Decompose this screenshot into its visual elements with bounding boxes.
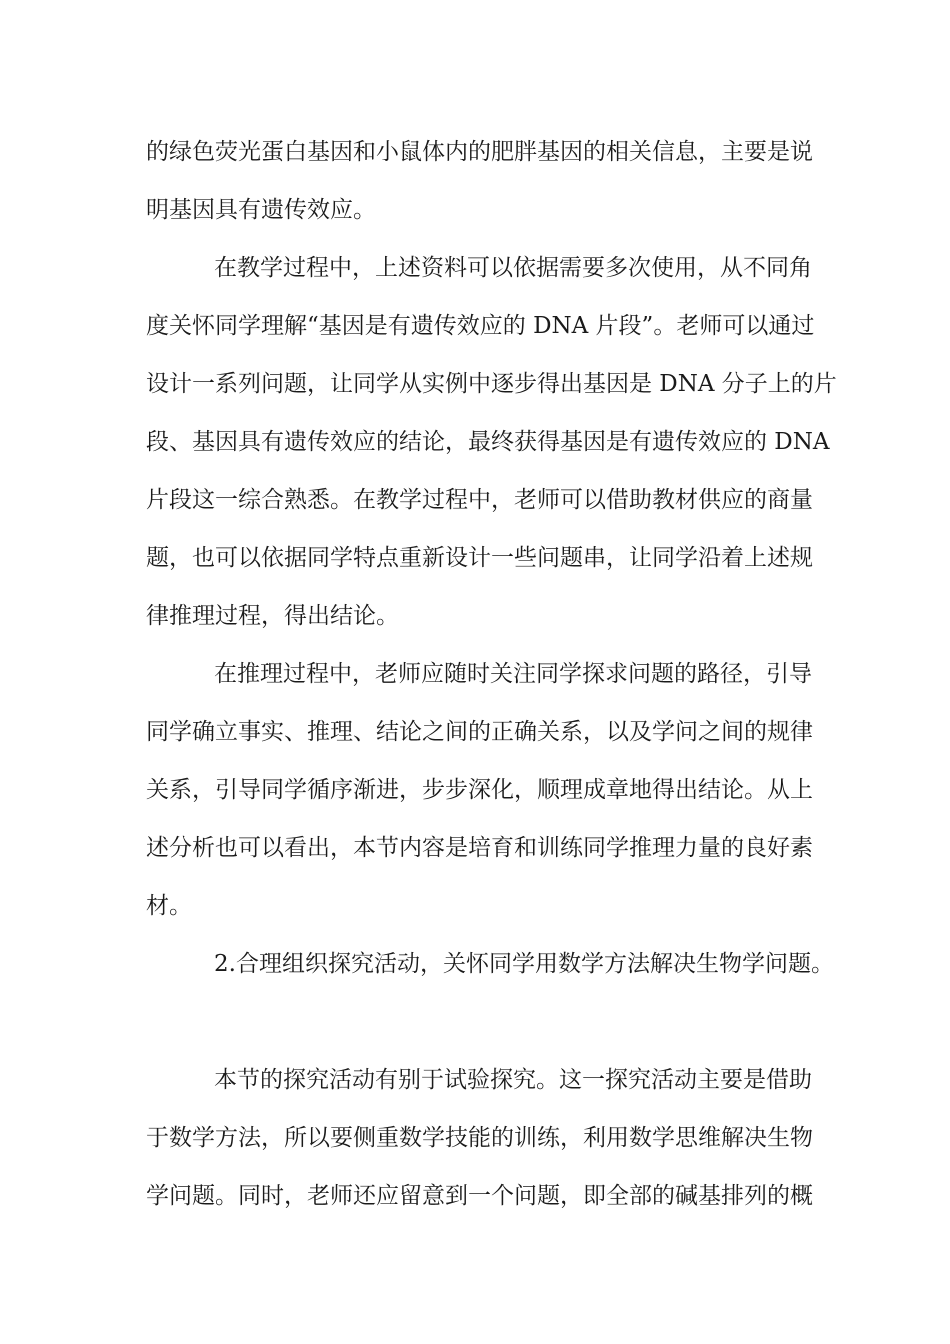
text-line: 设计一系列问题，让同学从实例中逐步得出基因是 DNA 分子上的片 [146, 371, 837, 397]
text-line: 同学确立事实、推理、结论之间的正确关系，以及学问之间的规律 [146, 719, 813, 745]
paragraph-start-line: 在教学过程中，上述资料可以依据需要多次使用，从不同角 [214, 255, 812, 281]
text-line: 片段这一综合熟悉。在教学过程中，老师可以借助教材供应的商量 [146, 487, 813, 513]
text-line: 明基因具有遗传效应。 [146, 197, 376, 223]
text-line: 关系，引导同学循序渐进，步步深化，顺理成章地得出结论。从上 [146, 777, 813, 803]
text-line: 于数学方法，所以要侧重数学技能的训练，利用数学思维解决生物 [146, 1125, 813, 1151]
text-line: 的绿色荧光蛋白基因和小鼠体内的肥胖基因的相关信息，主要是说 [146, 139, 813, 165]
text-line: 材。 [146, 893, 192, 919]
text-line: 度关怀同学理解“基因是有遗传效应的 DNA 片段”。老师可以通过 [146, 313, 815, 339]
text-line: 述分析也可以看出，本节内容是培育和训练同学推理力量的良好素 [146, 835, 813, 861]
text-line: 学问题。同时，老师还应留意到一个问题，即全部的碱基排列的概 [146, 1183, 813, 1209]
text-line: 律推理过程，得出结论。 [146, 603, 399, 629]
text-line: 段、基因具有遗传效应的结论，最终获得基因是有遗传效应的 DNA [146, 429, 830, 455]
section-heading: 2.合理组织探究活动，关怀同学用数学方法解决生物学问题。 [214, 951, 834, 977]
paragraph-start-line: 在推理过程中，老师应随时关注同学探求问题的路径，引导 [214, 661, 812, 687]
text-line: 题，也可以依据同学特点重新设计一些问题串，让同学沿着上述规 [146, 545, 813, 571]
paragraph-start-line: 本节的探究活动有别于试验探究。这一探究活动主要是借助 [214, 1067, 812, 1093]
